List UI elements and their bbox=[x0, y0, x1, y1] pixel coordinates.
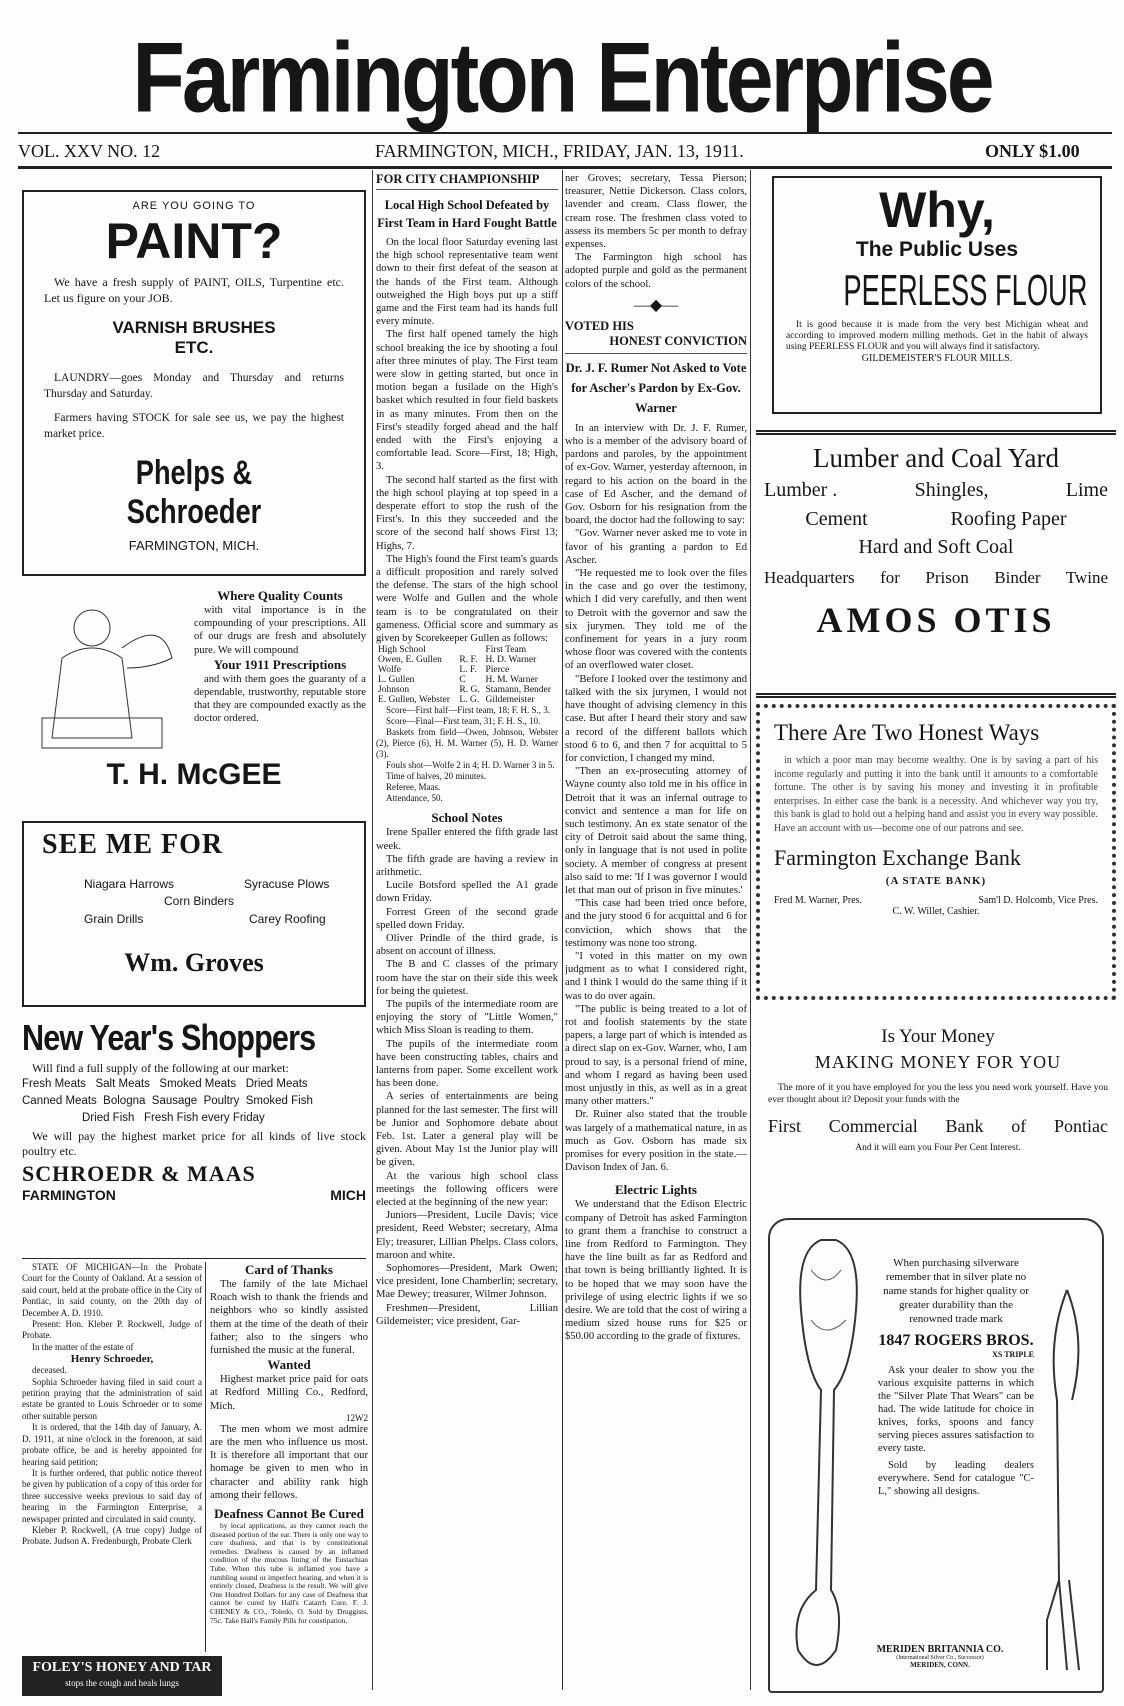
score-line: Score—Final—First team, 31; F. H. S., 10. bbox=[386, 716, 541, 727]
legal-para: STATE OF MICHIGAN—In the Probate Court for the County of Oakland. At a session of said court, held at the probate office in the City of Pontiac, in said county, on the 20th day of December A. D. 1910. bbox=[22, 1262, 202, 1318]
table-cell: High School bbox=[378, 645, 426, 656]
officer: C. W. Willet, Cashier. bbox=[892, 906, 980, 917]
ad-title: Where Quality Counts bbox=[217, 588, 343, 603]
ad-laundry: LAUNDRY—goes Monday and Thursday and returns Thursday and Saturday. bbox=[44, 372, 344, 400]
ad-stock: Farmers having STOCK for sale see us, we pay the highest market price. bbox=[44, 412, 344, 440]
ad-body: Ask your dealer to show you the various exquisite patterns in which the "Silver Plate That Wears" can be had. The wide latitude for choice in knives, forks, spoons and fancy serving pieces assures satisfaction to every taste. bbox=[878, 1365, 1034, 1454]
article-para: "He requested me to look over the files in the case and go over the testimony, which I did very carefully, and then went to Detroit with the governor and saw the six jurymen. They told me of the confinement for years in a jury room whose floor was covered with the contents of an overflowed water closet. bbox=[565, 568, 747, 672]
foley-ad bbox=[22, 1656, 222, 1696]
table-cell: R. G. bbox=[459, 685, 480, 696]
electric-body: We understand that the Edison Electric company of Detroit has asked Farmington to grant them a franchise to construct a line from Redford to Farmington. They have the line built as far as Redford and that town is being brilliantly lighted. It is to be hoped that we may soon have the privilege of using electric lights if we so desire. We are told that the cost of wiring a medium sized house runs for $25 or $50.00 according to the grade of fixtures. bbox=[565, 1199, 747, 1343]
article-para: "The public is being treated to a lot of rot and foolish statements by the state papers, a large part of which is intended as a direct slap on ex-Gov. Warner, who, I am proud to say, is a personal friend of mine, and whom I regard as having been used most unjustly in this, as well as in a great many other matters." bbox=[565, 1003, 747, 1108]
ad-kicker: ARE YOU GOING TO bbox=[132, 200, 256, 212]
groves-ad bbox=[22, 821, 366, 1007]
article-para: "Gov. Warner never asked me to vote in favor of his granting a pardon to Ed Ascher. bbox=[565, 528, 747, 566]
ad-state: MICH bbox=[330, 1187, 366, 1203]
article-para: ner Groves; secretary, Tessa Pierson; treasurer, Nettie Dickerson. Class colors, lavender and cream. Class flower, the cream rose. The freshmen class voted to assess its members 5c per month to defray expenses. bbox=[565, 173, 747, 251]
ad-body: When purchasing silverware remember that in silver plate no name stands for higher quality or greater durability than the renowned trade mark bbox=[883, 1257, 1029, 1325]
ad-item: Lime bbox=[1065, 479, 1108, 501]
ad-product: PEERLESS FLOUR bbox=[843, 266, 1088, 315]
ad-item: Syracuse Plows bbox=[244, 877, 330, 891]
legal-notice bbox=[22, 1262, 202, 1652]
basketball-article bbox=[376, 172, 558, 1692]
ad-item: Shingles, bbox=[914, 479, 989, 501]
table-cell bbox=[457, 645, 483, 655]
article-para: "Then an ex-prosecuting attorney of Wayne county also told me in his office in Detroit that it was an infernal outrage to convict and sentence a man for life on such testimony. An ex state senator of the city of Detroit said about the same thing, only in language that is not used in polite society. A member of congress at present also said to me: 'If I was governor I would let that man out of prison in five minutes.' bbox=[565, 766, 747, 896]
ad-title: SEE ME FOR bbox=[42, 829, 224, 860]
school-notes-title: School Notes bbox=[431, 810, 503, 826]
officer: Sam'l D. Holcomb, Vice Pres. bbox=[978, 895, 1098, 906]
article-para: On the local floor Saturday evening last the high school representative team went down to their first defeat of the season at the hands of the First team. Although outweighed the High boys put up a stiff game and the First team had its hands full every minute. bbox=[376, 237, 558, 328]
pontiac-bank-ad bbox=[760, 1018, 1116, 1210]
article-para: The second half started as the first with the high school playing at top speed in a desperate effort to stop the rush of the First's. In this they succeeded and the score of the second half shows First 13; Highs, 7. bbox=[376, 474, 558, 552]
article-para: In an interview with Dr. J. F. Rumer, who is a member of the advisory board of pardons and paroles, by the appointment of ex-Gov. Warner, yesterday afternoon, in regard to his action on the board in the case of Ed Ascher, and the demand of Gov. Osborn for his resignation from the board, the doctor had the following to say: bbox=[565, 422, 747, 527]
score-line: Baskets from field—Owen, Johnson, Webster (2), Pierce (6), H. M. Warner (5), H. D. Warner (3). bbox=[376, 727, 558, 760]
ad-item: Corn Binders bbox=[164, 894, 235, 908]
ad-item: Carey Roofing bbox=[249, 912, 326, 926]
table-cell: Gildemeister bbox=[485, 695, 535, 706]
ad-title: Why, bbox=[879, 182, 995, 238]
ad-body: Sold by leading dealers everywhere. Send for catalogue "C-L," showing all designs. bbox=[878, 1460, 1034, 1497]
ad-title: Lumber and Coal Yard bbox=[813, 443, 1059, 473]
trademark-sub: XS TRIPLE bbox=[992, 1350, 1034, 1359]
ad-place: FARMINGTON, MICH. bbox=[128, 538, 260, 553]
table-cell: L. G. bbox=[459, 695, 480, 706]
ad-firm: Farmington Exchange Bank bbox=[774, 845, 1021, 870]
paint-ad bbox=[22, 190, 366, 576]
article-para: Irene Spaller entered the fifth grade last week. bbox=[376, 827, 558, 852]
legal-para: Present: Hon. Kleber P. Rockwell, Judge of Probate. bbox=[22, 1319, 202, 1341]
shoppers-ad bbox=[22, 1018, 366, 1256]
fork-illustration-icon bbox=[1032, 1280, 1102, 1680]
article-para: The fifth grade are having a review in arithmetic. bbox=[376, 853, 558, 878]
table-cell: Johnson bbox=[378, 685, 410, 696]
score-line: Fouls shot—Wolfe 2 in 4; H. D. Warner 3 in 5. bbox=[386, 760, 555, 771]
ad-item: Niagara Harrows bbox=[84, 877, 175, 891]
deafness-body: by local applications, as they cannot reach the diseased portion of the ear. There is only one way to cure deafness, and that is by constitutional remedies. Deafness is caused by an inflamed condition of the mucous lining of the Eustachian Tube. When this tube is inflamed you have a rumbling sound or imperfect hearing, and when it is entirely closed, Deafness is the result. We will give One Hundred Dollars for any case of Deafness that cannot be cured by Hall's Catarrh Cure. F. J. CHENEY & CO., Toledo, O. Sold by Druggists, 75c. Take Hall's Family Pills for constipation. bbox=[210, 1521, 368, 1625]
electric-title: Electric Lights bbox=[615, 1182, 697, 1198]
spoon-illustration-icon bbox=[776, 1230, 886, 1685]
legal-para: It is further ordered, that public notice thereof be given by publication of a copy of this order for three successive weeks previous to said day of hearing in the Farmington Enterprise, a newspaper printed and circulated in said county. bbox=[22, 1467, 202, 1524]
ad-tagline: And it will earn you Four Per Cent Interest. bbox=[855, 1143, 1021, 1153]
ad-item: Lumber . bbox=[764, 479, 838, 501]
score-line: Attendance, 50. bbox=[386, 793, 443, 804]
officer: Fred M. Warner, Pres. bbox=[774, 895, 863, 906]
article-para: Forrest Green of the second grade spelled down Friday. bbox=[376, 906, 558, 931]
ad-body: We will pay the highest market price for all kinds of live stock poultry etc. bbox=[22, 1129, 366, 1158]
table-cell: L. F. bbox=[459, 665, 477, 676]
article-para: The pupils of the intermediate room are enjoying the story of "Little Women," which Miss Sloan is reading to them. bbox=[376, 998, 558, 1037]
table-cell: Wolfe bbox=[378, 665, 401, 676]
rogers-ad bbox=[768, 1218, 1104, 1693]
table-cell: E. Gullen, Webster bbox=[378, 695, 450, 706]
ad-line: Headquarters for Prison Binder Twine bbox=[764, 568, 1108, 587]
ad-line: Dried Fish Fresh Fish every Friday bbox=[82, 1112, 265, 1124]
article-para: Lucile Botsford spelled the A1 grade down Friday. bbox=[376, 880, 558, 905]
article-headline: Dr. J. F. Rumer Not Asked to Vote for Ascher's Pardon by Ex-Gov. Warner bbox=[565, 360, 747, 415]
ad-item: Grain Drills bbox=[84, 912, 144, 926]
article-kicker: VOTED HIS bbox=[565, 318, 634, 333]
volume-number: VOL. XXV NO. 12 bbox=[18, 141, 161, 161]
ad-firm: Phelps & Schroeder bbox=[126, 454, 262, 531]
article-para: Juniors—President, Lucile Davis; vice president, Reed Webster; secretary, Alma Ely; treasurer, Lillian Phelps. Class colors, maroon and white. bbox=[376, 1210, 558, 1261]
ad-title: New Year's Shoppers bbox=[22, 1017, 316, 1058]
table-cell: Stamann, Bender bbox=[485, 685, 551, 696]
article-para: Sophomores—President, Mark Owen; vice president, Ione Chamberlin; secretary, Mae Dewey; treasurer, Wilmer Johnson. bbox=[376, 1263, 558, 1301]
table-cell: First Team bbox=[485, 645, 527, 656]
legal-para: Kleber P. Rockwell, (A true copy) Judge of Probate. Judson A. Fredenburgh, Probate Clerk bbox=[22, 1524, 202, 1547]
ad-subtitle: (A STATE BANK) bbox=[885, 875, 987, 887]
table-cell: R. F. bbox=[459, 655, 478, 666]
legal-name: Henry Schroeder, bbox=[70, 1353, 154, 1366]
ad-firm: GILDEMEISTER'S FLOUR MILLS. bbox=[861, 353, 1013, 364]
table-cell: H. D. Warner bbox=[485, 655, 537, 666]
ad-body: We have a fresh supply of PAINT, OILS, Turpentine etc. Let us figure on your JOB. bbox=[44, 275, 344, 305]
table-cell: Pierce bbox=[485, 665, 510, 676]
ad-place: FARMINGTON bbox=[22, 1187, 116, 1203]
bank-ad bbox=[756, 704, 1116, 1000]
mcgee-ad bbox=[22, 588, 366, 808]
ad-firm-sub: (International Silver Co., Successor) bbox=[896, 1655, 984, 1661]
article-para: The B and C classes of the primary room have the star on their side this week for being the quietest. bbox=[376, 959, 558, 997]
table-cell: C bbox=[459, 675, 466, 686]
ad-line: ETC. bbox=[174, 338, 214, 357]
score-line: Score—First half—First team, 18; F. H. S., 3. bbox=[386, 705, 551, 716]
ad-firm: Wm. Groves bbox=[124, 948, 264, 977]
rumer-article bbox=[565, 172, 747, 1692]
card-and-wanted bbox=[210, 1262, 368, 1662]
ornament-divider: —◆— bbox=[633, 296, 679, 314]
article-para: "This case had been tried once before, and the jury stood 6 for acquittal and 6 for conviction, which shows that the testimony was none too strong. bbox=[565, 898, 747, 949]
ad-item: Cement bbox=[805, 508, 868, 530]
cherub-illustration-icon bbox=[22, 598, 182, 753]
article-para: "I voted in this matter on my own judgment as to what I considered right, and I think I would do the same thing if it was to do over again. bbox=[565, 950, 747, 1002]
ad-body: in which a poor man may become wealthy. One is by saving a part of his income regularly and putting it into the bank until it amounts to a comfortable fortune. The other is by saving his money and investing it in profitable enterprises. In either case the bank is a necessity. And whichever way you try, this bank is glad to hold out a helping hand and assist you in every way possible. Have an account with us—become one of our patrons and see. bbox=[774, 755, 1098, 834]
ad-firm: T. H. McGEE bbox=[106, 758, 282, 791]
article-para: Oliver Prindle of the third grade, is absent on account of illness. bbox=[376, 932, 558, 958]
ad-firm: SCHROEDR & MAAS bbox=[22, 1161, 256, 1186]
article-para: "Before I looked over the testimony and talked with the six jurymen, I would not have thought of advising clemency in this case. But after I heard their story and saw a record of the different ballots which stood 6 to 6, and then 7 for acquittal to 5 for conviction, I changed my mind. bbox=[565, 673, 747, 764]
dateline: FARMINGTON, MICH., FRIDAY, JAN. 13, 1911. bbox=[375, 141, 744, 161]
flour-ad bbox=[772, 176, 1102, 414]
table-cell: L. Gullen bbox=[378, 675, 415, 686]
article-kicker: HONEST CONVICTION bbox=[565, 334, 747, 354]
article-headline: Local High School Defeated by First Team in Hard Fought Battle bbox=[377, 198, 557, 230]
ad-body: with vital importance is in the compounding of your prescriptions. All of our drugs are fresh and absolutely pure. We will compound bbox=[194, 605, 366, 656]
ad-line: Fresh Meats Salt Meats Smoked Meats Dried Meats bbox=[22, 1078, 308, 1090]
ad-body: and with them goes the guaranty of a dependable, trustworthy, reputable store that they are compounded exactly as the doctor ordered. bbox=[194, 673, 366, 725]
article-para: At the various high school class meetings the following officers were elected at the beginning of the new year: bbox=[376, 1170, 558, 1208]
table-cell: Owen, E. Gullen bbox=[378, 655, 442, 666]
legal-para: In the matter of the estate of bbox=[32, 1341, 134, 1352]
article-para: The first half opened tamely the high school breaking the ice by shooting a foul after three minutes of play. The First team were slow in getting started, but once in motion began a fusilade on the High's basket which resulted in four field baskets in as many minutes. From then on the First's steadily forged ahead and the half ended with the First's enjoying a comfortable lead. Score—First, 18; High, 3. bbox=[376, 329, 558, 473]
trademark: 1847 ROGERS BROS. bbox=[878, 1332, 1034, 1349]
wanted-code: 12W2 bbox=[346, 1412, 368, 1423]
card-of-thanks-body: The family of the late Michael Roach wish to thank the friends and neighbors who so kindly assisted them at the time of the death of their father; also to the singers who furnished the music at the funeral. bbox=[210, 1279, 368, 1357]
article-para: The High's found the First team's guards a difficult proposition and rarely solved the defense. The stars of the high school were Wolfe and Gullen and the whole team is to be congratulated on their gameness. Official score and summary as given by Scorekeeper Gullen as follows: bbox=[376, 553, 558, 645]
legal-para: It is ordered, that the 14th day of January, A. D. 1911, at nine o'clock in the forenoon, at said probate office, be and is hereby appointed for hearing said petition; bbox=[22, 1422, 202, 1467]
ad-line: VARNISH BRUSHES bbox=[112, 318, 276, 337]
ad-body: The more of it you have employed for you the less you need work yourself. Have you ever thought about it? Deposit your funds with the bbox=[768, 1083, 1108, 1105]
legal-para: Sophia Schroeder having filed in said court a petition praying that the administration of said estate be granted to Louis Schroeder or to some other suitable person bbox=[22, 1376, 202, 1421]
ad-firm: AMOS OTIS bbox=[816, 600, 1056, 640]
score-line: Referee, Maas. bbox=[386, 782, 441, 793]
filler-paragraph: The men whom we most admire are the men who influence us most. It is therefore all important that our homage be given to men who in character and ability rank high among their fellows. bbox=[210, 1423, 368, 1501]
ad-tagline: stops the cough and heals lungs bbox=[65, 1678, 179, 1688]
card-of-thanks-title: Card of Thanks bbox=[245, 1262, 333, 1277]
masthead-title: Farmington Enterprise bbox=[132, 22, 992, 134]
price: ONLY $1.00 bbox=[985, 141, 1080, 161]
ad-title: MAKING MONEY FOR YOU bbox=[814, 1052, 1062, 1072]
ad-firm: First Commercial Bank of Pontiac bbox=[768, 1116, 1108, 1136]
ad-line: Canned Meats Bologna Sausage Poultry Smoked Fish bbox=[22, 1095, 313, 1107]
article-kicker: FOR CITY CHAMPIONSHIP bbox=[376, 172, 558, 190]
article-para: The pupils of the intermediate room have been constructing tables, chairs and lanterns from paper. Some excellent work has been done. bbox=[376, 1038, 558, 1090]
article-para: A series of entertainments are being planned for the last semester. The first will be Junior and Sophomore debate about Feb. 1st. Later a general play will be given. About May 1st the Junior play will be given. bbox=[376, 1091, 558, 1169]
lineup-table bbox=[376, 645, 558, 705]
article-para: Freshmen—President, Lillian Gildemeister; vice president, Gar- bbox=[376, 1302, 558, 1327]
table-cell: H. M. Warner bbox=[485, 675, 538, 686]
ad-body: Will find a full supply of the following at our market: bbox=[32, 1061, 289, 1075]
article-para: Dr. Ruiner also stated that the trouble was largely of a mathematical nature, in as much as Gov. Osborn has made six promises for every position in the state.—Davison Index of Jan. 6. bbox=[565, 1109, 747, 1174]
lumber-ad bbox=[756, 430, 1116, 698]
ad-subtitle: Your 1911 Prescriptions bbox=[213, 656, 347, 672]
legal-para: deceased. bbox=[32, 1365, 67, 1376]
deafness-title: Deafness Cannot Be Cured bbox=[214, 1506, 364, 1522]
ad-item: Roofing Paper bbox=[950, 508, 1067, 530]
ad-firm: MERIDEN BRITANNIA CO. bbox=[876, 1644, 1004, 1655]
ad-place: MERIDEN, CONN. bbox=[910, 1661, 970, 1669]
score-line: Time of halves, 20 minutes. bbox=[386, 771, 487, 782]
wanted-body: Highest market price paid for oats at Redford Milling Co., Redford, Mich. bbox=[210, 1374, 368, 1412]
ad-title: Is Your Money bbox=[881, 1026, 995, 1047]
ad-headline: PAINT? bbox=[105, 213, 283, 269]
ad-item: Hard and Soft Coal bbox=[858, 536, 1014, 558]
article-para: The Farmington high school has adopted purple and gold as the permanent colors of the school. bbox=[565, 252, 747, 290]
ad-body: It is good because it is made from the very best Michigan wheat and according to improved modern milling methods. Get in the habit of always using PEERLESS FLOUR and you will always find it satisfactory. bbox=[786, 320, 1088, 352]
ad-line: The Public Uses bbox=[855, 238, 1019, 261]
wanted-title: Wanted bbox=[267, 1357, 311, 1373]
ad-title: FOLEY'S HONEY AND TAR bbox=[32, 1660, 212, 1675]
ad-title: There Are Two Honest Ways bbox=[774, 720, 1040, 745]
